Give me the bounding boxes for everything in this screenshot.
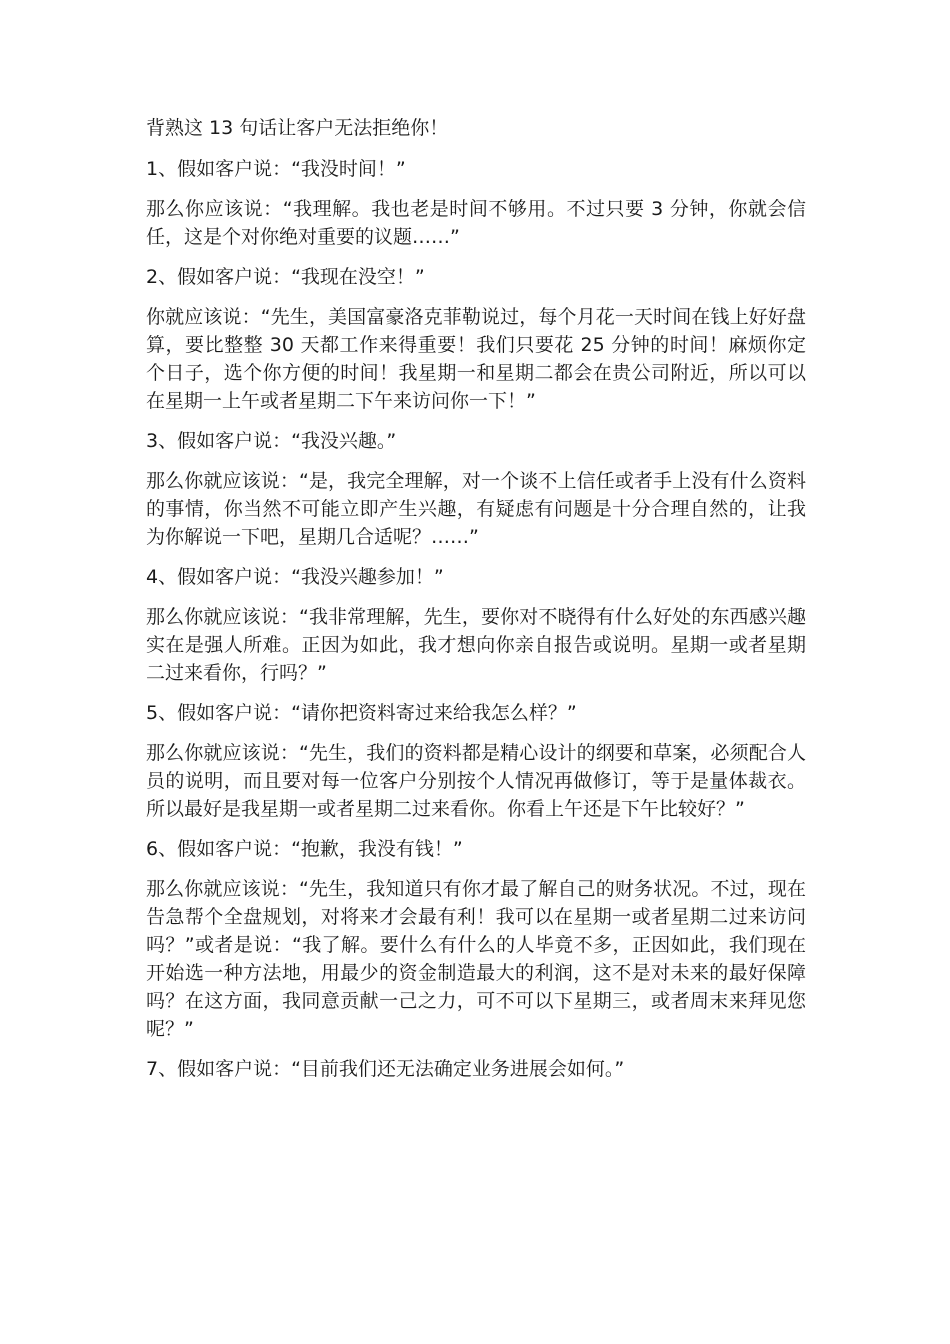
objection-7-heading: 7、假如客户说：“目前我们还无法确定业务进展会如何。” xyxy=(146,1058,625,1080)
document-title: 背熟这 13 句话让客户无法拒绝你！ xyxy=(146,117,449,139)
objection-2-heading: 2、假如客户说：“我现在没空！” xyxy=(146,266,425,288)
objection-3-heading: 3、假如客户说：“我没兴趣。” xyxy=(146,430,397,452)
response-4-paragraph: 那么你就应该说：“我非常理解，先生，要你对不晓得有什么好处的东西感兴趣实在是强人所难。正因为如此，我才想向你亲自报告或说明。星期一或者星期二过来看你，行吗？” xyxy=(146,606,806,684)
response-3-paragraph: 那么你就应该说：“是，我完全理解，对一个谈不上信任或者手上没有什么资料的事情，你当然不可能立即产生兴趣，有疑虑有问题是十分合理自然的，让我为你解说一下吧，星期几合适呢？……” xyxy=(146,470,806,548)
response-2-paragraph: 你就应该说：“先生，美国富豪洛克菲勒说过，每个月花一天时间在钱上好好盘算，要比整整 30 天都工作来得重要！我们只要花 25 分钟的时间！麻烦你定个日子，选个你方便的时间！我星期一和星期二都会在贵公司附近，所以可以在星期一上午或者星期二下午来访问你一下！” xyxy=(146,306,806,412)
objection-1-heading: 1、假如客户说：“我没时间！” xyxy=(146,158,406,180)
objection-5-heading: 5、假如客户说：“请你把资料寄过来给我怎么样？” xyxy=(146,702,577,724)
response-5-paragraph: 那么你就应该说：“先生，我们的资料都是精心设计的纲要和草案，必须配合人员的说明，而且要对每一位客户分别按个人情况再做修订，等于是量体裁衣。所以最好是我星期一或者星期二过来看你。你看上午还是下午比较好？” xyxy=(146,742,806,820)
response-1-paragraph: 那么你应该说：“我理解。我也老是时间不够用。不过只要 3 分钟，你就会信任，这是个对你绝对重要的议题……” xyxy=(146,198,806,248)
document-body xyxy=(146,114,806,1095)
objection-6-heading: 6、假如客户说：“抱歉，我没有钱！” xyxy=(146,838,463,860)
response-6-paragraph: 那么你就应该说：“先生，我知道只有你才最了解自己的财务状况。不过，现在告急帮个全盘规划，对将来才会最有利！我可以在星期一或者星期二过来访问吗？”或者是说：“我了解。要什么有什么的人毕竟不多，正因如此，我们现在开始选一种方法地，用最少的资金制造最大的利润，这不是对未来的最好保障吗？在这方面，我同意贡献一己之力，可不可以下星期三，或者周末来拜见您呢？” xyxy=(146,878,806,1040)
objection-4-heading: 4、假如客户说：“我没兴趣参加！” xyxy=(146,566,444,588)
